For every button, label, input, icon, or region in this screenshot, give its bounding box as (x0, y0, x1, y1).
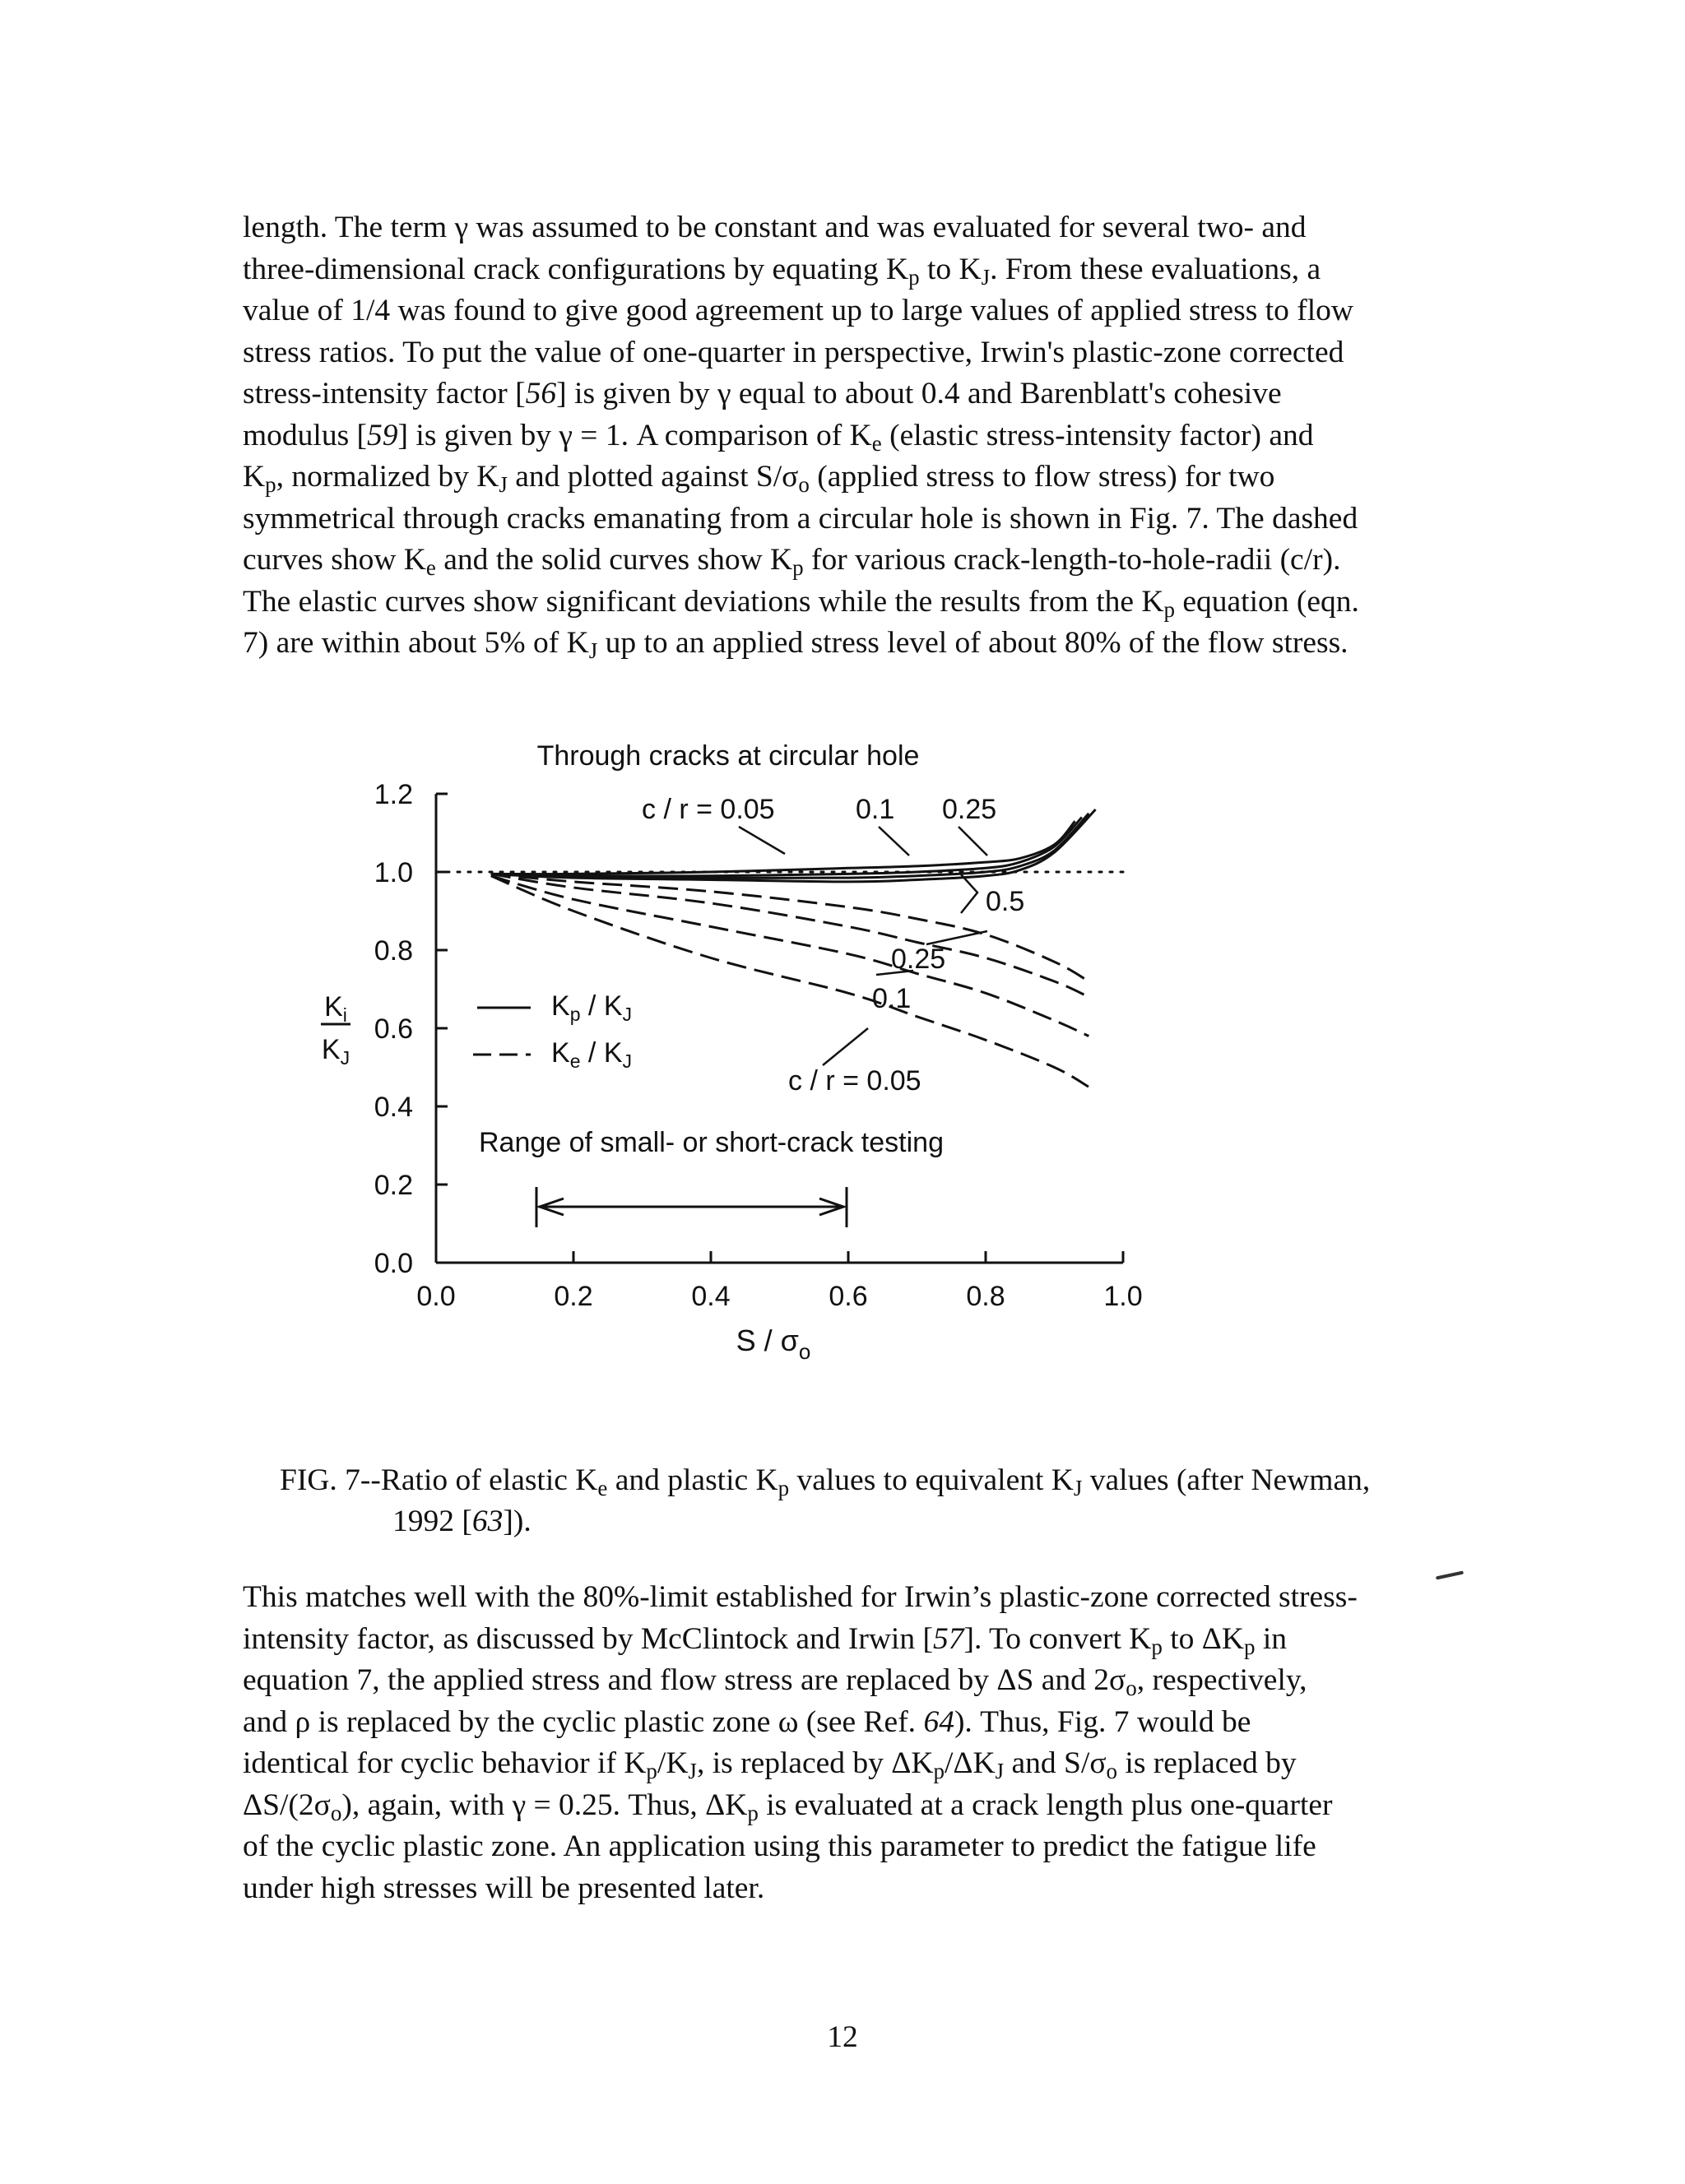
x-axis-label (736, 1324, 811, 1364)
ke-label-005: c / r = 0.05 (788, 1065, 921, 1097)
leader-ke-025 (926, 931, 987, 944)
y-tick-label-5: 1.0 (374, 857, 413, 888)
ke-label-025: 0.25 (891, 944, 946, 975)
series-kp-kj-c-r-0-05 (491, 821, 1075, 874)
range-label: Range of small- or short-crack testing (479, 1127, 944, 1158)
y-tick-label-3: 0.6 (374, 1013, 413, 1045)
y-axis-label (321, 991, 350, 1069)
leader-kp-05 (961, 874, 977, 913)
kp-label-025: 0.25 (942, 794, 997, 825)
legend-kp-label: $K_p / K_J$ (551, 990, 633, 1025)
legend (473, 990, 632, 1072)
y-tick-label-4: 0.8 (374, 935, 413, 967)
leader-kp-01 (879, 827, 909, 856)
legend-ke-label: $K_e / K_J$ (551, 1037, 633, 1072)
series-kp-kj-c-r-0-25 (491, 814, 1089, 879)
leader-kp-025 (959, 827, 987, 856)
svg-text:Ki: $K_i$ (324, 991, 347, 1026)
svg-text:KJ: $K_J$ (321, 1034, 350, 1069)
figure-caption: FIG. 7--Ratio of elastic $K_e$ and plastic $K_p$ values to equivalent $K_J$ values (after Newman, 1992 [63]). (280, 1463, 1371, 1538)
y-tick-label-1: 0.2 (374, 1170, 413, 1201)
chart-title: Through cracks at circular hole (536, 740, 920, 772)
y-tick-label-2: 0.4 (374, 1092, 413, 1123)
svg-text:S / σo: S / $\sigma_o$ (736, 1324, 811, 1364)
ke-label-01: 0.1 (872, 983, 912, 1014)
range-arrow (536, 1187, 847, 1227)
series-kp-kj-c-r-0-1 (491, 818, 1082, 877)
x-tick-label-5: 1.0 (1103, 1281, 1143, 1312)
leader-ke-005 (823, 1028, 868, 1065)
x-tick-label-4: 0.8 (966, 1281, 1005, 1312)
page-number: 12 (827, 2020, 858, 2054)
body-paragraph-bottom: This matches well with the 80%-limit established for Irwin’s plastic-zone corrected stress- intensity factor, as discussed by McClintock and Irwin [57]. To convert $K_p$ to $\Delta K_p$ in equation 7, the applied stress and flow stress are replaced by ΔS and $2\sigma_o$, respectively, and ρ is replaced by the cyclic plastic zone ω (see Ref. 64). Thus, Fig. 7 would be identical for cyclic behavior if $K_p/K_J$, is replaced by $\Delta K_p/\Delta K_J$ and $S/\sigma_o$ is replaced by $\Delta S/(2\sigma_o)$, again, with γ = 0.25. Thus, $\Delta K_p$ is evaluated at a crack length plus one-quarter of the cyclic plastic zone. An application using this parameter to predict the fatigue life under high stresses will be presented later. (243, 1580, 1358, 1905)
y-tick-label-0: 0.0 (374, 1248, 413, 1279)
x-tick-label-0: 0.0 (416, 1281, 456, 1312)
kp-label-005: c / r = 0.05 (642, 794, 775, 825)
y-tick-label-6: 1.2 (374, 779, 413, 810)
figure-7-chart (280, 724, 1185, 1407)
x-tick-label-3: 0.6 (829, 1281, 868, 1312)
kp-label-05: 0.5 (986, 886, 1025, 917)
leader-kp-005 (739, 827, 785, 854)
kp-label-01: 0.1 (856, 794, 895, 825)
x-tick-label-2: 0.4 (691, 1281, 731, 1312)
x-tick-label-1: 0.2 (554, 1281, 593, 1312)
body-paragraph-top: length. The term γ was assumed to be constant and was evaluated for several two- and three-dimensional crack configurations by equating $K_p$ to $K_J$. From these evaluations, a value of 1/4 was found to give good agreement up to large values of applied stress to flow stress ratios. To put the value of one-quarter in perspective, Irwin's plastic-zone corrected stress-intensity factor [56] is given by γ equal to about 0.4 and Barenblatt's cohesive modulus [59] is given by γ = 1. A comparison of $K_e$ (elastic stress-intensity factor) and $K_p$, normalized by $K_J$ and plotted against $S/\sigma_o$ (applied stress to flow stress) for two symmetrical through cracks emanating from a circular hole is shown in Fig. 7. The dashed curves show $K_e$ and the solid curves show $K_p$ for various crack-length-to-hole-radii (c/r). The elastic curves show significant deviations while the results from the $K_p$ equation (eqn. 7) are within about 5% of $K_J$ up to an applied stress level of about 80% of the flow stress. (243, 211, 1359, 663)
